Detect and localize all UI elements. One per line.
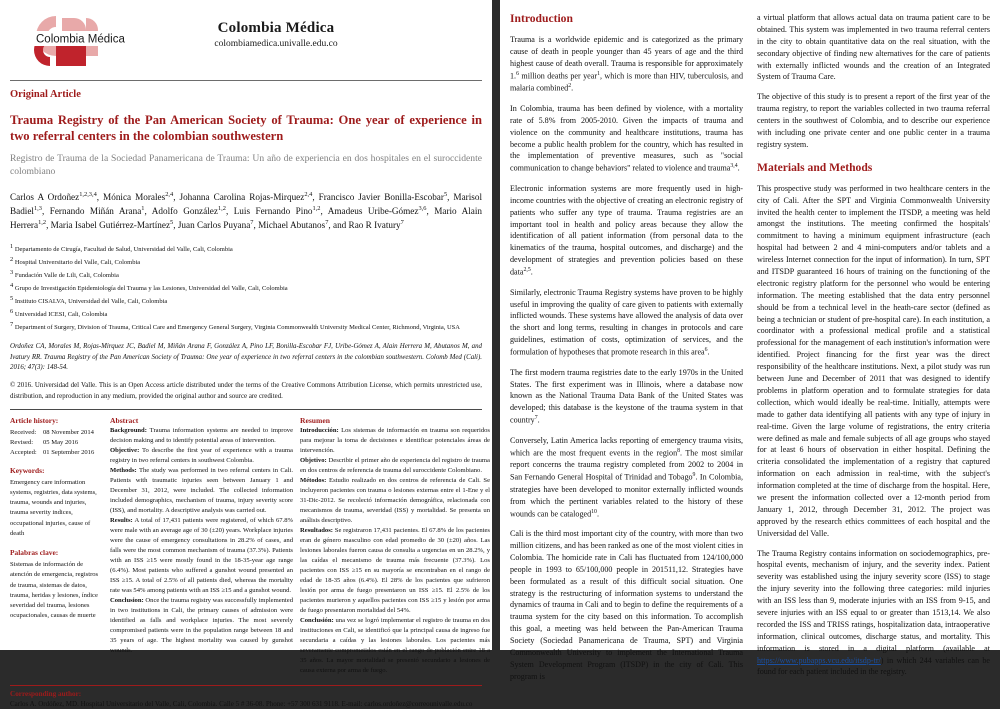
abstract-label: Background: (110, 427, 147, 434)
history-value: 08 November 2014 (43, 428, 94, 438)
abstract-text: A total of 17,431 patients were registered, of which 67.8% were male with an average age of 30 (±20) years. Workplace injuries were the cause of emergency consultations in 28.2% of cases, and falls were the most common mechanism of trauma (37.3%). Patients with an ISS ≥15 were mostly found in the 18-35-year age range (6.4%). Most patients who suffered a gunshot wound presented an ISS ≥15. A total of 2.5% of all patients died, whereas the mortality rate was 54% among patients with an ISS ≥15 and a gunshot wound. (110, 517, 293, 594)
resumen-label: Introducción: (300, 427, 339, 434)
history-value: 01 September 2016 (43, 448, 94, 458)
resumen-paragraph-conclusion (300, 616, 490, 676)
resumen-paragraph-metodos (300, 476, 490, 526)
abstract-label: Conclusion: (110, 597, 144, 604)
affiliation-item: $^4$ Grupo de Investigación Epidemiología del Trauma y las Lesiones, Universidad del Valle, Cali, Colombia (10, 281, 482, 294)
colombia-medica-logo-icon (22, 12, 130, 68)
palabras-clave-heading: Palabras clave: (10, 548, 103, 557)
introduction-heading: Introduction (510, 12, 743, 25)
abstract-label: Objective: (110, 447, 139, 454)
corresponding-author-block (10, 685, 482, 709)
article-type-label: Original Article (10, 89, 482, 100)
affiliation-list (10, 242, 482, 333)
resumen-label: Conclusión: (300, 617, 334, 624)
abstract-text: The study was performed in two referral centers in Cali. Patients with traumatic injuries seen between January 1 and December 31, 2012, were included. The collected information included demographics, mechanism of trauma, injury severity score (ISS), and mortality. A descriptive analysis was carried out. (110, 467, 293, 514)
corresponding-author-divider (10, 685, 482, 686)
resumen-label: Objetivo: (300, 457, 327, 464)
registry-platform-link[interactable]: https://www.pubapps.vcu.edu/itsdp-tr/ (757, 656, 881, 665)
abstract-text: Trauma information systems are needed to improve decision making and to identify potential areas of intervention. (110, 427, 293, 444)
article-history-heading: Article history: (10, 416, 103, 425)
article-title-english: Trauma Registry of the Pan American Society of Trauma: One year of experience in two referral centers in the colombian southwestern (10, 112, 482, 144)
affiliation-item: $^7$ Department of Surgery, Division of Trauma, Critical Care and Emergency General Surgery, Virginia Commonwealth University Medical Center, Richmond, Virginia, USA (10, 320, 482, 333)
affiliation-item: $^1$ Departamento de Cirugía, Facultad de Salud, Universidad del Valle, Cali, Colombia (10, 242, 482, 255)
body-paragraph: Electronic information systems are more frequently used in high-income countries with the objective of creating an electronic registry of patients who suffer any type of trauma. Trauma registries are an important tool in health and policy areas because they allow the identification of all patient information (from personal data to the kinematics of the trauma, hospital outcomes, and discharge) and the development of strategies and prevention policies based on these data$^{2,5}$. (510, 183, 743, 279)
resumen-text: Se registraron 17,431 pacientes. El 67.8% de los pacientes eran de género masculino con edad promedio de 30 (±20) años. Las lesiones laborales fueron causa de consulta a urgencias en un 28.2%, y las caídas el mecanismo de trauma más frecuente (37.3%). Los pacientes con ISS ≥15 en su mayoría se encontraban en el rango de edad de 18-35 años (6.4%). El 28% de los pacientes que sufrieron lesión por arma de fuego presentaron un ISS ≥15. El 2.5% de los pacientes murieron y aquellos pacientes con ISS ≥15 y lesión por arma de fuego presentaron mortalidad del 54%. (300, 527, 490, 614)
body-paragraph: Cali is the third most important city of the country, with more than two million citizens, and has been ranked as one of the most violent cities in Colombia. The homicide rate in Cali has fluctuated from 124/100,000 people in 1993 to 65/100,000 people in 201511,12. Strategies have been formulated as a result of this difficult social situation. One strategy is the restructuring of information systems to understand the dynamics of trauma in Cali and to begin to define the requirements of a trauma system for the city based on this information. To accomplish this goal, a meeting was held between the Pan-American Trauma Society (Sociedad Panamericana de Trauma, SPT) and Virginia Commonwealth University to implement the International Trauma System Development Program (ITSDP) in the city of Cali. This program is (510, 528, 743, 683)
journal-url[interactable]: colombiamedica.univalle.edu.co (130, 39, 422, 49)
abstract-text: Once the trauma registry was successfully implemented in two institutions in Cali, the primary causes of admission were identified as falls and workplace injuries. The most severely compromised patients were in the population range between 18 and 35 years of age. The highest mortality was caused by gunshot wounds. (110, 597, 293, 654)
abstract-paragraph-conclusion (110, 596, 293, 656)
affiliation-item: $^2$ Hospital Universitario del Valle, Cali, Colombia (10, 255, 482, 268)
palabras-clave-list: Sistemas de información de atención de emergencia, registros de trauma, sistemas de datos, trauma, heridas y lesiones, índice severidad del trauma, lesiones ocupacionales, causas de muerte (10, 560, 103, 621)
body-paragraph: The objective of this study is to present a report of the first year of the trauma registry, to report the variables collected in two trauma referral centers in the southwest of Colombia, and to describe our experience with including one private center and one public center in a trauma registry system. (757, 91, 990, 150)
history-value: 05 May 2016 (43, 438, 78, 448)
article-meta-column (10, 416, 103, 676)
body-paragraph: Trauma is a worldwide epidemic and is categorized as the primary cause of death in people younger than 45 years of age and the third highest cause of death overall. Trauma is responsible for approximately 1.$^6$ million deaths per year$^1$, which is more than HIV, tuberculosis, and malaria combined$^2$. (510, 34, 743, 95)
abstract-top-divider (10, 409, 482, 410)
abstract-english-column (110, 416, 293, 676)
meta-spacer (10, 458, 103, 466)
abstract-text: To describe the first year of experience with a trauma registry in two referral centers in southwest Colombia. (110, 447, 293, 464)
body-column-1 (510, 12, 743, 644)
body-paragraph: Similarly, electronic Trauma Registry systems have proven to be highly useful in improving the quality of care given to patients with externally inflicted wounds. These systems have allowed the analysis of data over the short and long terms, resulting in changes in protocols and care guidelines, estimation of costs, optimization of services, and the formulation of hypotheses that promote research in this area$^6$. (510, 287, 743, 359)
body-paragraph: This prospective study was performed in two healthcare centers in the city of Cali. After the SPT and Virginia Commonwealth University invited the health center to implement the ITSDP, a meeting was held amongst the institutions. The meeting confirmed the hospitals' commitment to having a minimum equipment infrastructure (each hospital had between 2 and 4 mini-computers and/or tablets and a wireless Internet connection for the input of information). In turn, SPT and ITSDP guaranteed 16 hours of training on the functioning of the electronic registry platform for the personnel who would be entering information. The meeting established that the data entry personnel should be from a technical level in the heath-care sector (defined as being a technician or student of pre-hospital care). In each institution, a coordinator with a professional medical profile and a statistical professional for the management of each institution's information were identified. Project financing for the first year was the direct responsibility of the healthcare institutions. Next, a pilot study was run between June and December of 2011 that was designed to identify problems in platform operation and to formulate strategies for data collection, which would ideally be real-time. Initially, attempts were made to gather data identifying all patients with any type of injury in real-time. Given the large volume of registrations, the entry criteria were defined as male and female subjects of all age groups who stayed for at least 6 hours of observation in either hospital. Defining the criteria consolidated the implementation of a registry that captured information on each admission in real-time, with the subject's information completed at the time of discharge from the hospital. Here, we present the information collected over a 12-month period from January 1, 2012, through December 31, 2012. The project was approved by the research ethics committees of each hospital and the Universidad del Valle. (757, 183, 990, 540)
page-right (500, 0, 1000, 650)
abstract-label: Results: (110, 517, 133, 524)
masthead-divider (10, 80, 482, 81)
history-row-revised (10, 438, 103, 448)
resumen-text: Describir el primer año de experiencia del registro de trauma en dos centros de referencia de trauma del suroccidente Colombiano. (300, 457, 490, 474)
body-column-2 (757, 12, 990, 644)
history-label: Accepted: (10, 448, 43, 458)
body-paragraph-with-link (757, 548, 990, 679)
resumen-paragraph-introduccion (300, 426, 490, 456)
resumen-label: Métodos: (300, 477, 326, 484)
history-row-accepted (10, 448, 103, 458)
keywords-heading: Keywords: (10, 466, 103, 475)
keywords-list: Emergency care information systems, registries, data systems, trauma, wounds and injuries, trauma severity indices, occupational injuries, cause of death (10, 478, 103, 539)
resumen-text: Los sistemas de información en trauma son requeridos para mejorar la toma de decisiones e identificar potenciales áreas de intervención. (300, 427, 490, 454)
abstract-band (10, 416, 482, 676)
abstract-paragraph-methods (110, 466, 293, 516)
resumen-label: Resultados: (300, 527, 333, 534)
abstract-paragraph-background (110, 426, 293, 446)
abstract-heading: Abstract (110, 416, 293, 425)
abstract-label: Methods: (110, 467, 137, 474)
abstract-paragraph-objective (110, 446, 293, 466)
page-gutter (492, 0, 500, 650)
corresponding-author-details: Carlos A. Ordóñez, MD. Hospital Universitario del Valle, Cali, Colombia. Calle 5 # 36-08. Phone: +57 300 631 9118. E-mail: carlos.ordoñez@correounivalle.edu.co (10, 699, 482, 709)
citation-text: Ordoñez CA, Morales M, Rojas-Mirquez JC, Badiel M, Miñán Arana F, González A, Pino LF, Bonilla-Escobar FJ, Uribe-Gómez A, Alain Herrera M, Abutanos M, and Ivatury RR. Trauma Registry of the Pan American Society of Trauma: One year of experience in two referral centers in the colombian southwestern. Colomb Med (Cali). 2016; 47(3): 148-54. (10, 342, 482, 373)
body-paragraph: The first modern trauma registries date to the early 1970s in the United States. The first experiment was in Illinois, where a database now known as the National Trauma Data Bank of the United States was developed; this database is the keystone of the trauma system in that country$^7$. (510, 367, 743, 427)
abstract-paragraph-results (110, 516, 293, 596)
resumen-text: Estudio realizado en dos centros de referencia de Cali. Se incluyeron pacientes con trauma o lesiones externas entre el 1-Ene y el 31-Dic-2012. Se recolectó información demográfica, relacionada con mecanismos de trauma, severidad (ISS) y mortalidad. Se presenta un análisis descriptivo. (300, 477, 490, 524)
abstract-spanish-column (300, 416, 490, 676)
resumen-text: una vez se logró implementar el registro de trauma en dos instituciones en Cali, se identificó que la principal causa de ingreso fue secundaria a caídas y las lesiones laborales. Los pacientes más severamente comprometidos están en el rango de población entre 18 a 35 años. La mayor mortalidad se presentó secundario a lesiones de causa externa por arma de fuego. (300, 617, 490, 674)
affiliation-item: $^6$ Universidad ICESI, Cali, Colombia (10, 307, 482, 320)
materials-and-methods-heading: Materials and Methods (757, 161, 990, 174)
affiliation-item: $^3$ Fundación Valle de Lili, Cali, Colombia (10, 268, 482, 281)
page-left (0, 0, 492, 650)
resumen-paragraph-resultados (300, 526, 490, 616)
body-paragraph: Conversely, Latin America lacks reporting of emergency trauma visits, which are the most frequent events in the region$^8$. The most similar report concerns the trauma registry completed from 2002 to 2004 in San Fernando General Hospital of Trinidad and Tobago$^9$. In Colombia, strategies have been developed to monitor externally inflicted wounds from which the pertinent variables related to the history of these wounds can be cataloged$^{10}$. (510, 435, 743, 520)
history-label: Revised: (10, 438, 43, 448)
affiliation-item: $^5$ Instituto CISALVA, Universidad del Valle, Cali, Colombia (10, 294, 482, 307)
history-row-received (10, 428, 103, 438)
journal-name: Colombia Médica (130, 20, 422, 37)
resumen-paragraph-objetivo (300, 456, 490, 476)
copyright-notice: © 2016. Universidad del Valle. This is an Open Access article distributed under the terms of the Creative Commons Attribution License, which permits unrestricted use, distribution, and reproduction in any medium, provided the original author and source are credited. (10, 381, 482, 402)
svg-text:Colombia Médica: Colombia Médica (36, 34, 125, 46)
resumen-heading: Resumen (300, 416, 490, 425)
corresponding-author-heading: Corresponding author: (10, 690, 482, 698)
author-list: Carlos A Ordoñez$^{1,2,3,4}$, Mónica Morales$^{2,4}$, Johanna Carolina Rojas-Mirquez$^{2,4}$, Francisco Javier Bonilla-Escobar$^5$, Marisol Badiel$^{1,3}$, Fernando Miñán Arana$^1$, Adolfo González$^{1,2}$, Luis Fernando Pino$^{1,2}$, Amadeus Uribe-Gómez$^{3,6}$, Mario Alain Herrera$^{1,2}$, Maria Isabel Gutiérrez-Martínez$^5$, Juan Carlos Puyana$^7$, Michael Abutanos$^7$, and Rao R Ivatury$^7$ (10, 190, 482, 232)
masthead (10, 8, 482, 74)
history-label: Received: (10, 428, 43, 438)
body-text: The Trauma Registry contains information on sociodemographics, pre-hospital events, mechanism of injury, and the severity index. Patient severity was established using the injury severity score (ISS) to stage the injury severity into the following three categories: mild injuries with an ISS less than 9, moderate injuries with an ISS from 9-15, and severe injuries with an ISS equal to or greater than 1513,14. We also recorded the ISS and TRISS ratings, hospitalization data, intraoperative information, clinical outcomes, discharge status, and mortality. This information is stored in a digital platform (available at https://www.pubapps.vcu.edu/itsdp-tr/) in which 244 variables can be found for each patient included in the registry. (757, 549, 990, 677)
body-paragraph: a virtual platform that allows actual data on trauma patient care to be obtained. This system was implemented in two trauma referral centers in the city to obtain quantitative data on the real situation, with the secondary objective of finding new alternatives for the care of patients with externally inflicted wounds and the creation of an Integrated System of Trauma Care. (757, 12, 990, 83)
article-title-spanish: Registro de Trauma de la Sociedad Panamericana de Trauma: Un año de experiencia en dos hospitales en el suroccidente colombiano (10, 153, 482, 179)
body-paragraph: In Colombia, trauma has been defined by violence, with a mortality rate of 5.8% from 2005-2010. Given the impacts of trauma and violence on the community and healthcare institutions, trauma has become a public health problem for the country, which has resulted in the implementation of preventive measures, such as "social communication to change behaviors" related to violence and trauma$^{3,4}$. (510, 103, 743, 175)
journal-title-block (130, 12, 482, 49)
